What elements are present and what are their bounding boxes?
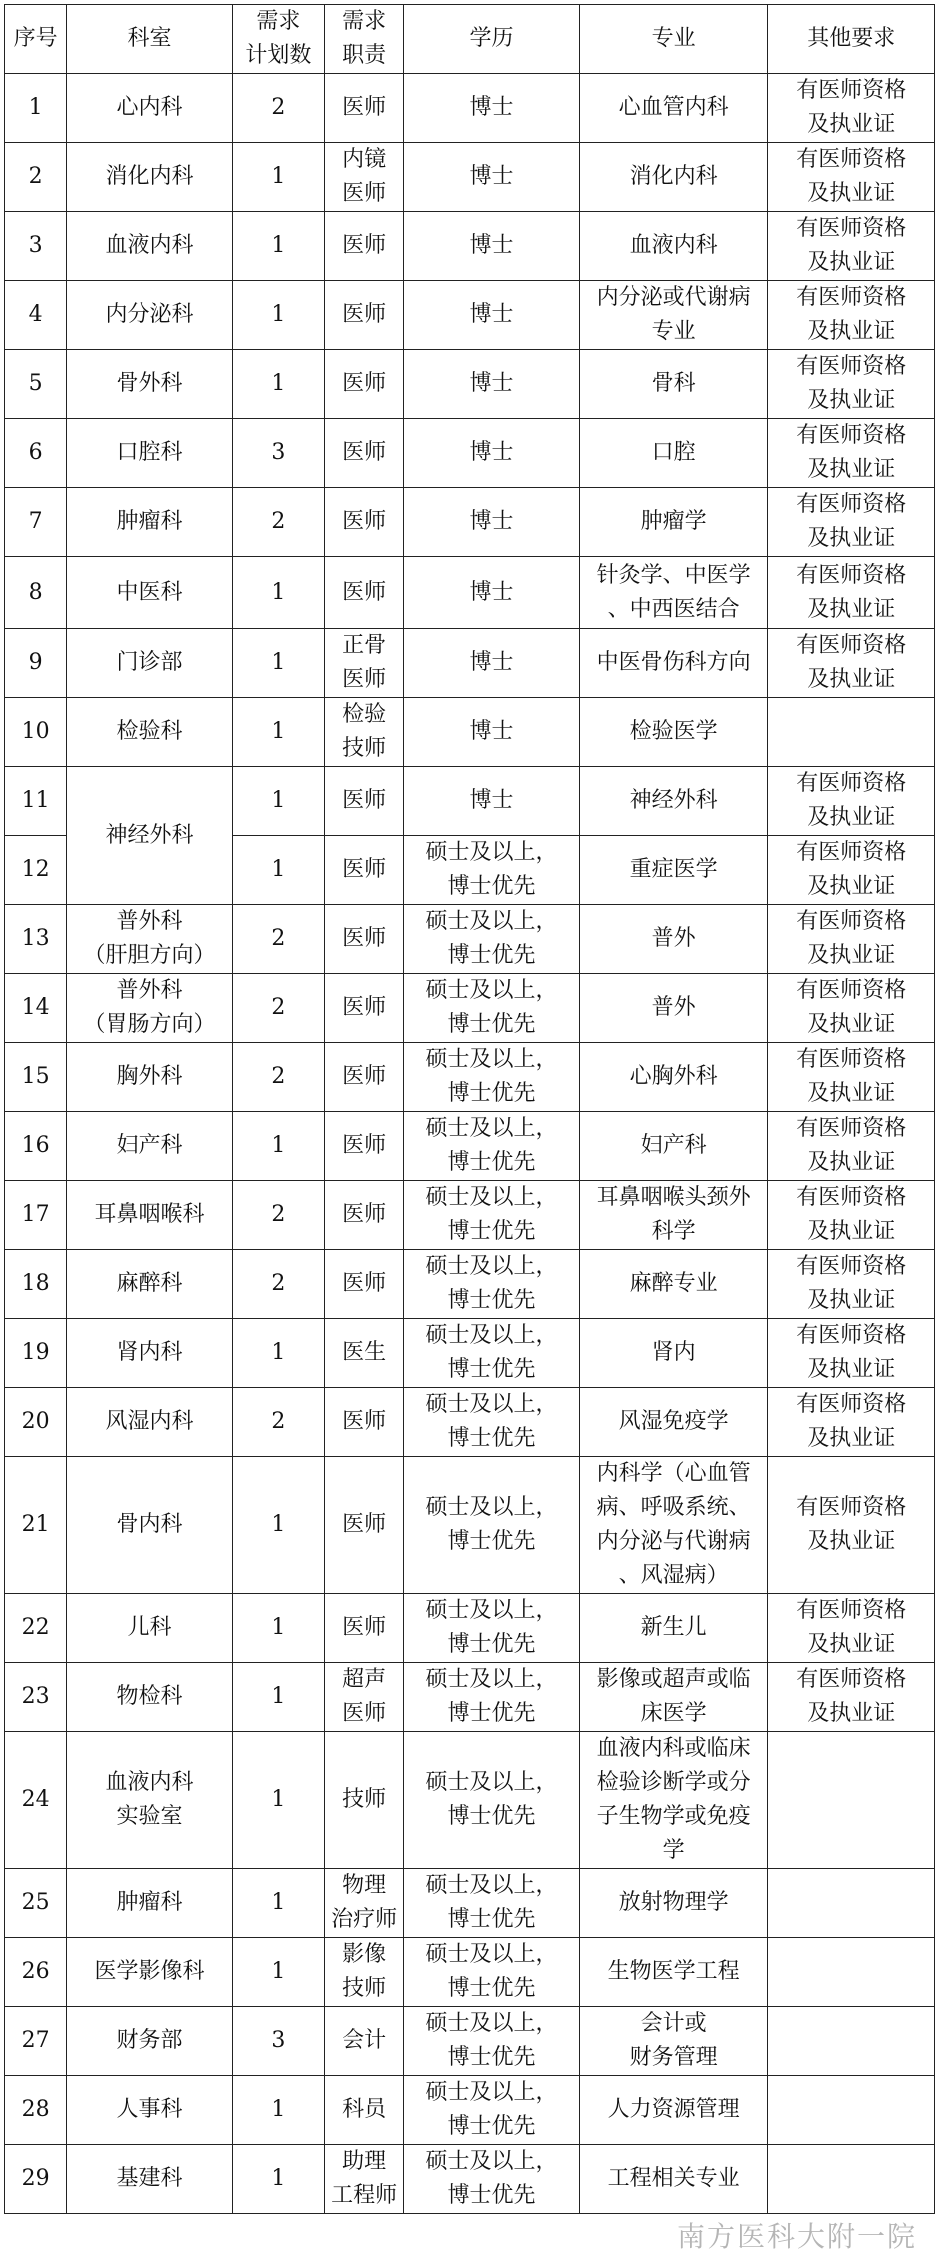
- other-requirements-cell: 有医师资格 及执业证: [768, 1457, 935, 1594]
- planned-count-cell: 1: [232, 2145, 324, 2214]
- other-requirements-cell: 有医师资格 及执业证: [768, 1319, 935, 1388]
- planned-count-cell: 2: [232, 74, 324, 143]
- row-number-cell: 13: [5, 905, 67, 974]
- table-row: [5, 143, 935, 212]
- row-number-cell: 21: [5, 1457, 67, 1594]
- education-cell: 硕士及以上， 博士优先: [404, 1043, 580, 1112]
- planned-count-cell: 1: [232, 1732, 324, 1869]
- row-number-cell: 11: [5, 767, 67, 836]
- row-number-cell: 23: [5, 1663, 67, 1732]
- row-number-cell: 28: [5, 2076, 67, 2145]
- table-row: [5, 767, 935, 836]
- duty-cell: 医师: [325, 74, 404, 143]
- duty-cell: 检验 技师: [325, 698, 404, 767]
- row-number-cell: 26: [5, 1938, 67, 2007]
- major-cell: 肿瘤学: [579, 488, 768, 557]
- row-number-cell: 17: [5, 1181, 67, 1250]
- row-number-cell: 19: [5, 1319, 67, 1388]
- duty-cell: 医师: [325, 974, 404, 1043]
- other-requirements-cell: 有医师资格 及执业证: [768, 767, 935, 836]
- department-cell: 血液内科 实验室: [67, 1732, 233, 1869]
- education-cell: 博士: [404, 212, 580, 281]
- major-cell: 针灸学、中医学 、中西医结合: [579, 557, 768, 629]
- table-row: [5, 905, 935, 974]
- recruitment-table: [4, 4, 935, 2214]
- department-cell: 骨外科: [67, 350, 233, 419]
- duty-cell: 医生: [325, 1319, 404, 1388]
- education-cell: 博士: [404, 419, 580, 488]
- department-cell: 心内科: [67, 74, 233, 143]
- row-number-cell: 25: [5, 1869, 67, 1938]
- row-number-cell: 24: [5, 1732, 67, 1869]
- duty-cell: 内镜 医师: [325, 143, 404, 212]
- other-requirements-cell: 有医师资格 及执业证: [768, 557, 935, 629]
- department-cell: 肾内科: [67, 1319, 233, 1388]
- table-row: [5, 2007, 935, 2076]
- department-cell: 骨内科: [67, 1457, 233, 1594]
- table-row: [5, 74, 935, 143]
- table-row: [5, 1732, 935, 1869]
- planned-count-cell: 1: [232, 143, 324, 212]
- duty-cell: 医师: [325, 1181, 404, 1250]
- education-cell: 硕士及以上， 博士优先: [404, 1112, 580, 1181]
- table-row: [5, 1250, 935, 1319]
- other-requirements-cell: [768, 2076, 935, 2145]
- planned-count-cell: 2: [232, 1250, 324, 1319]
- duty-cell: 医师: [325, 557, 404, 629]
- table-row: [5, 974, 935, 1043]
- education-cell: 硕士及以上， 博士优先: [404, 1594, 580, 1663]
- duty-cell: 会计: [325, 2007, 404, 2076]
- education-cell: 硕士及以上， 博士优先: [404, 2076, 580, 2145]
- table-row: [5, 1043, 935, 1112]
- row-number-cell: 12: [5, 836, 67, 905]
- education-cell: 硕士及以上， 博士优先: [404, 1732, 580, 1869]
- table-row: [5, 1319, 935, 1388]
- row-number-cell: 2: [5, 143, 67, 212]
- other-requirements-cell: 有医师资格 及执业证: [768, 1388, 935, 1457]
- planned-count-cell: 1: [232, 281, 324, 350]
- education-cell: 硕士及以上， 博士优先: [404, 1181, 580, 1250]
- education-cell: 博士: [404, 767, 580, 836]
- row-number-cell: 4: [5, 281, 67, 350]
- duty-cell: 医师: [325, 1043, 404, 1112]
- major-cell: 生物医学工程: [579, 1938, 768, 2007]
- row-number-cell: 1: [5, 74, 67, 143]
- major-cell: 血液内科: [579, 212, 768, 281]
- duty-cell: 正骨 医师: [325, 629, 404, 698]
- duty-cell: 影像 技师: [325, 1938, 404, 2007]
- planned-count-cell: 1: [232, 836, 324, 905]
- table-row: [5, 350, 935, 419]
- duty-cell: 医师: [325, 281, 404, 350]
- duty-cell: 医师: [325, 836, 404, 905]
- department-cell: 耳鼻咽喉科: [67, 1181, 233, 1250]
- department-cell: 肿瘤科: [67, 1869, 233, 1938]
- watermark: 南方医科大附一院: [676, 2220, 917, 2253]
- major-cell: 普外: [579, 974, 768, 1043]
- education-cell: 博士: [404, 488, 580, 557]
- department-cell: 物检科: [67, 1663, 233, 1732]
- other-requirements-cell: 有医师资格 及执业证: [768, 419, 935, 488]
- major-cell: 普外: [579, 905, 768, 974]
- row-number-cell: 15: [5, 1043, 67, 1112]
- major-cell: 会计或 财务管理: [579, 2007, 768, 2076]
- planned-count-cell: 2: [232, 1181, 324, 1250]
- table-row: [5, 1938, 935, 2007]
- department-cell: 口腔科: [67, 419, 233, 488]
- department-cell: 消化内科: [67, 143, 233, 212]
- major-cell: 肾内: [579, 1319, 768, 1388]
- department-cell: 风湿内科: [67, 1388, 233, 1457]
- row-number-cell: 29: [5, 2145, 67, 2214]
- other-requirements-cell: 有医师资格 及执业证: [768, 143, 935, 212]
- department-cell: 人事科: [67, 2076, 233, 2145]
- other-requirements-cell: 有医师资格 及执业证: [768, 1043, 935, 1112]
- header-cell: 需求 计划数: [232, 5, 324, 74]
- row-number-cell: 20: [5, 1388, 67, 1457]
- table-row: [5, 488, 935, 557]
- other-requirements-cell: 有医师资格 及执业证: [768, 974, 935, 1043]
- department-cell: 肿瘤科: [67, 488, 233, 557]
- table-row: [5, 1594, 935, 1663]
- planned-count-cell: 1: [232, 557, 324, 629]
- major-cell: 放射物理学: [579, 1869, 768, 1938]
- table-row: [5, 1663, 935, 1732]
- education-cell: 博士: [404, 629, 580, 698]
- table-row: [5, 419, 935, 488]
- education-cell: 硕士及以上， 博士优先: [404, 1250, 580, 1319]
- education-cell: 硕士及以上， 博士优先: [404, 1319, 580, 1388]
- other-requirements-cell: 有医师资格 及执业证: [768, 1594, 935, 1663]
- duty-cell: 医师: [325, 905, 404, 974]
- other-requirements-cell: [768, 1732, 935, 1869]
- major-cell: 中医骨伤科方向: [579, 629, 768, 698]
- planned-count-cell: 1: [232, 1457, 324, 1594]
- planned-count-cell: 1: [232, 1319, 324, 1388]
- major-cell: 重症医学: [579, 836, 768, 905]
- table-row: [5, 1112, 935, 1181]
- other-requirements-cell: 有医师资格 及执业证: [768, 74, 935, 143]
- row-number-cell: 6: [5, 419, 67, 488]
- education-cell: 硕士及以上， 博士优先: [404, 1869, 580, 1938]
- header-cell: 其他要求: [768, 5, 935, 74]
- other-requirements-cell: 有医师资格 及执业证: [768, 836, 935, 905]
- planned-count-cell: 1: [232, 1112, 324, 1181]
- major-cell: 骨科: [579, 350, 768, 419]
- major-cell: 内科学（心血管 病、呼吸系统、 内分泌与代谢病 、风湿病）: [579, 1457, 768, 1594]
- department-cell: 儿科: [67, 1594, 233, 1663]
- planned-count-cell: 1: [232, 1594, 324, 1663]
- header-cell: 学历: [404, 5, 580, 74]
- header-cell: 科室: [67, 5, 233, 74]
- education-cell: 硕士及以上， 博士优先: [404, 905, 580, 974]
- planned-count-cell: 2: [232, 1388, 324, 1457]
- duty-cell: 医师: [325, 350, 404, 419]
- duty-cell: 医师: [325, 1594, 404, 1663]
- department-cell: 胸外科: [67, 1043, 233, 1112]
- planned-count-cell: 3: [232, 2007, 324, 2076]
- other-requirements-cell: 有医师资格 及执业证: [768, 905, 935, 974]
- planned-count-cell: 1: [232, 698, 324, 767]
- other-requirements-cell: 有医师资格 及执业证: [768, 629, 935, 698]
- table-row: [5, 2145, 935, 2214]
- row-number-cell: 9: [5, 629, 67, 698]
- row-number-cell: 7: [5, 488, 67, 557]
- department-cell: 神经外科: [67, 767, 233, 905]
- table-row: [5, 281, 935, 350]
- major-cell: 新生儿: [579, 1594, 768, 1663]
- header-cell: 专业: [579, 5, 768, 74]
- row-number-cell: 8: [5, 557, 67, 629]
- table-row: [5, 629, 935, 698]
- major-cell: 人力资源管理: [579, 2076, 768, 2145]
- planned-count-cell: 1: [232, 212, 324, 281]
- department-cell: 妇产科: [67, 1112, 233, 1181]
- other-requirements-cell: 有医师资格 及执业证: [768, 488, 935, 557]
- row-number-cell: 16: [5, 1112, 67, 1181]
- planned-count-cell: 1: [232, 2076, 324, 2145]
- major-cell: 血液内科或临床 检验诊断学或分 子生物学或免疫 学: [579, 1732, 768, 1869]
- other-requirements-cell: [768, 1938, 935, 2007]
- department-cell: 血液内科: [67, 212, 233, 281]
- table-row: [5, 1869, 935, 1938]
- department-cell: 医学影像科: [67, 1938, 233, 2007]
- major-cell: 口腔: [579, 419, 768, 488]
- department-cell: 门诊部: [67, 629, 233, 698]
- row-number-cell: 10: [5, 698, 67, 767]
- education-cell: 博士: [404, 698, 580, 767]
- education-cell: 硕士及以上， 博士优先: [404, 1663, 580, 1732]
- table-row: [5, 557, 935, 629]
- department-cell: 财务部: [67, 2007, 233, 2076]
- major-cell: 心血管内科: [579, 74, 768, 143]
- education-cell: 博士: [404, 281, 580, 350]
- planned-count-cell: 3: [232, 419, 324, 488]
- education-cell: 硕士及以上， 博士优先: [404, 2145, 580, 2214]
- education-cell: 博士: [404, 74, 580, 143]
- other-requirements-cell: [768, 1869, 935, 1938]
- major-cell: 检验医学: [579, 698, 768, 767]
- duty-cell: 技师: [325, 1732, 404, 1869]
- major-cell: 麻醉专业: [579, 1250, 768, 1319]
- other-requirements-cell: [768, 2007, 935, 2076]
- duty-cell: 医师: [325, 1388, 404, 1457]
- department-cell: 麻醉科: [67, 1250, 233, 1319]
- other-requirements-cell: 有医师资格 及执业证: [768, 350, 935, 419]
- duty-cell: 科员: [325, 2076, 404, 2145]
- planned-count-cell: 1: [232, 767, 324, 836]
- education-cell: 博士: [404, 143, 580, 212]
- major-cell: 心胸外科: [579, 1043, 768, 1112]
- major-cell: 消化内科: [579, 143, 768, 212]
- header-cell: 需求 职责: [325, 5, 404, 74]
- major-cell: 妇产科: [579, 1112, 768, 1181]
- department-cell: 基建科: [67, 2145, 233, 2214]
- major-cell: 风湿免疫学: [579, 1388, 768, 1457]
- other-requirements-cell: 有医师资格 及执业证: [768, 1181, 935, 1250]
- education-cell: 博士: [404, 557, 580, 629]
- planned-count-cell: 2: [232, 905, 324, 974]
- major-cell: 工程相关专业: [579, 2145, 768, 2214]
- major-cell: 耳鼻咽喉头颈外 科学: [579, 1181, 768, 1250]
- table-row: [5, 698, 935, 767]
- major-cell: 神经外科: [579, 767, 768, 836]
- other-requirements-cell: 有医师资格 及执业证: [768, 1112, 935, 1181]
- table-row: [5, 2076, 935, 2145]
- education-cell: 硕士及以上， 博士优先: [404, 974, 580, 1043]
- row-number-cell: 18: [5, 1250, 67, 1319]
- table-row: [5, 212, 935, 281]
- table-row: [5, 1388, 935, 1457]
- department-cell: 普外科 （胃肠方向）: [67, 974, 233, 1043]
- row-number-cell: 3: [5, 212, 67, 281]
- duty-cell: 物理 治疗师: [325, 1869, 404, 1938]
- planned-count-cell: 1: [232, 1938, 324, 2007]
- duty-cell: 超声 医师: [325, 1663, 404, 1732]
- planned-count-cell: 2: [232, 488, 324, 557]
- duty-cell: 医师: [325, 419, 404, 488]
- education-cell: 硕士及以上， 博士优先: [404, 1457, 580, 1594]
- department-cell: 内分泌科: [67, 281, 233, 350]
- major-cell: 影像或超声或临 床医学: [579, 1663, 768, 1732]
- education-cell: 硕士及以上， 博士优先: [404, 836, 580, 905]
- other-requirements-cell: [768, 2145, 935, 2214]
- education-cell: 硕士及以上， 博士优先: [404, 1938, 580, 2007]
- other-requirements-cell: [768, 698, 935, 767]
- planned-count-cell: 2: [232, 974, 324, 1043]
- duty-cell: 医师: [325, 1112, 404, 1181]
- department-cell: 检验科: [67, 698, 233, 767]
- other-requirements-cell: 有医师资格 及执业证: [768, 1250, 935, 1319]
- header-cell: 序号: [5, 5, 67, 74]
- major-cell: 内分泌或代谢病 专业: [579, 281, 768, 350]
- planned-count-cell: 1: [232, 629, 324, 698]
- department-cell: 普外科 （肝胆方向）: [67, 905, 233, 974]
- duty-cell: 助理 工程师: [325, 2145, 404, 2214]
- duty-cell: 医师: [325, 212, 404, 281]
- duty-cell: 医师: [325, 488, 404, 557]
- planned-count-cell: 1: [232, 1663, 324, 1732]
- planned-count-cell: 1: [232, 350, 324, 419]
- row-number-cell: 5: [5, 350, 67, 419]
- row-number-cell: 14: [5, 974, 67, 1043]
- education-cell: 博士: [404, 350, 580, 419]
- other-requirements-cell: 有医师资格 及执业证: [768, 1663, 935, 1732]
- table-header-row: [5, 5, 935, 74]
- other-requirements-cell: 有医师资格 及执业证: [768, 281, 935, 350]
- education-cell: 硕士及以上， 博士优先: [404, 2007, 580, 2076]
- planned-count-cell: 1: [232, 1869, 324, 1938]
- department-cell: 中医科: [67, 557, 233, 629]
- duty-cell: 医师: [325, 1457, 404, 1594]
- planned-count-cell: 2: [232, 1043, 324, 1112]
- education-cell: 硕士及以上， 博士优先: [404, 1388, 580, 1457]
- other-requirements-cell: 有医师资格 及执业证: [768, 212, 935, 281]
- table-row: [5, 1457, 935, 1594]
- duty-cell: 医师: [325, 1250, 404, 1319]
- table-row: [5, 1181, 935, 1250]
- row-number-cell: 22: [5, 1594, 67, 1663]
- row-number-cell: 27: [5, 2007, 67, 2076]
- duty-cell: 医师: [325, 767, 404, 836]
